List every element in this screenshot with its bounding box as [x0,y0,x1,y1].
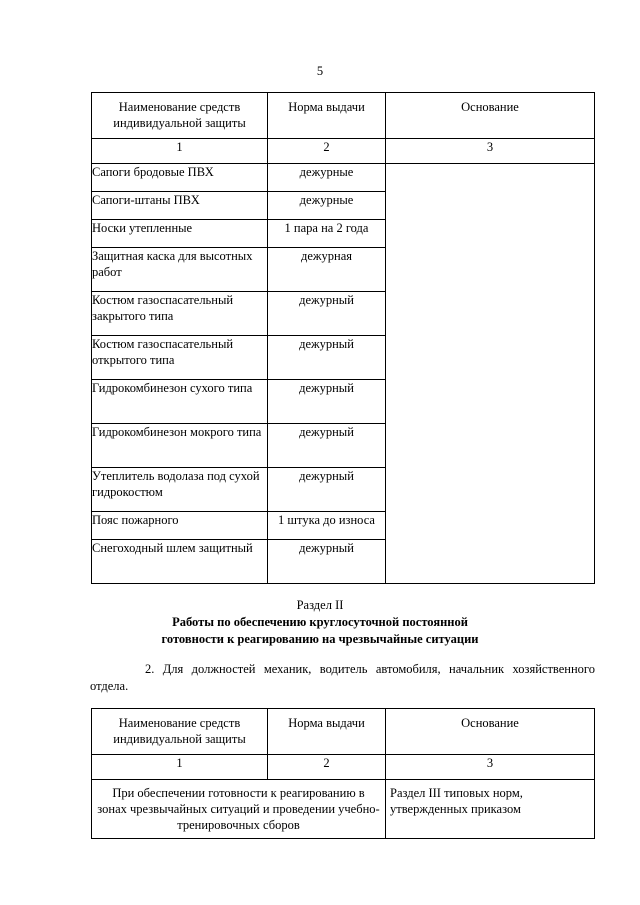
column-number-1: 1 [92,139,268,164]
ppe-name: Костюм газоспасательный закрытого типа [92,292,268,336]
basis-cell: Раздел III типовых норм, утвержденных приказом [386,780,595,839]
ppe-norm: дежурный [268,468,386,512]
ppe-name: Сапоги бродовые ПВХ [92,164,268,192]
section-title-line-1: Работы по обеспечению круглосуточной постоянной [172,615,468,629]
table-header-row [92,709,595,755]
ppe-norm: дежурный [268,540,386,584]
header-basis: Основание [386,93,595,139]
table-number-row [92,755,595,780]
header-ppe-name: Наименование средств индивидуальной защиты [92,93,268,139]
condition-cell: При обеспечении готовности к реагированию в зонах чрезвычайных ситуаций и проведении учебно-тренировочных сборов [92,780,386,839]
ppe-norm: 1 штука до износа [268,512,386,540]
ppe-norm: дежурный [268,424,386,468]
column-number-2: 2 [268,755,386,780]
header-basis: Основание [386,709,595,755]
section-label: Раздел II [296,598,344,612]
ppe-norm: дежурный [268,336,386,380]
table-row [92,164,595,192]
table-number-row [92,139,595,164]
column-number-3: 3 [386,755,595,780]
header-norm: Норма выдачи [268,709,386,755]
ppe-name: Гидрокомбинезон сухого типа [92,380,268,424]
ppe-norm: дежурные [268,192,386,220]
ppe-name: Защитная каска для высотных работ [92,248,268,292]
table-row [92,780,595,839]
ppe-name: Сапоги-штаны ПВХ [92,192,268,220]
ppe-norm: дежурный [268,380,386,424]
header-norm: Норма выдачи [268,93,386,139]
column-number-2: 2 [268,139,386,164]
column-number-3: 3 [386,139,595,164]
ppe-norm: дежурный [268,292,386,336]
ppe-norm: дежурная [268,248,386,292]
ppe-name: Носки утепленные [92,220,268,248]
page-number: 5 [316,64,324,78]
table-header-row [92,93,595,139]
ppe-name: Костюм газоспасательный открытого типа [92,336,268,380]
basis-cell-empty [386,164,595,584]
ppe-name: Утеплитель водолаза под сухой гидрокостюм [92,468,268,512]
ppe-name: Снегоходный шлем защитный [92,540,268,584]
ppe-norm: 1 пара на 2 года [268,220,386,248]
ppe-name: Пояс пожарного [92,512,268,540]
positions-paragraph: 2. Для должностей механик, водитель автомобиля, начальник хозяйственного отдела. [90,662,595,693]
ppe-table-2 [91,708,595,839]
header-ppe-name: Наименование средств индивидуальной защиты [92,709,268,755]
ppe-name: Гидрокомбинезон мокрого типа [92,424,268,468]
ppe-norm: дежурные [268,164,386,192]
ppe-table [91,92,595,584]
section-title [0,614,640,648]
section-title-line-2: готовности к реагированию на чрезвычайные ситуации [161,632,479,646]
column-number-1: 1 [92,755,268,780]
